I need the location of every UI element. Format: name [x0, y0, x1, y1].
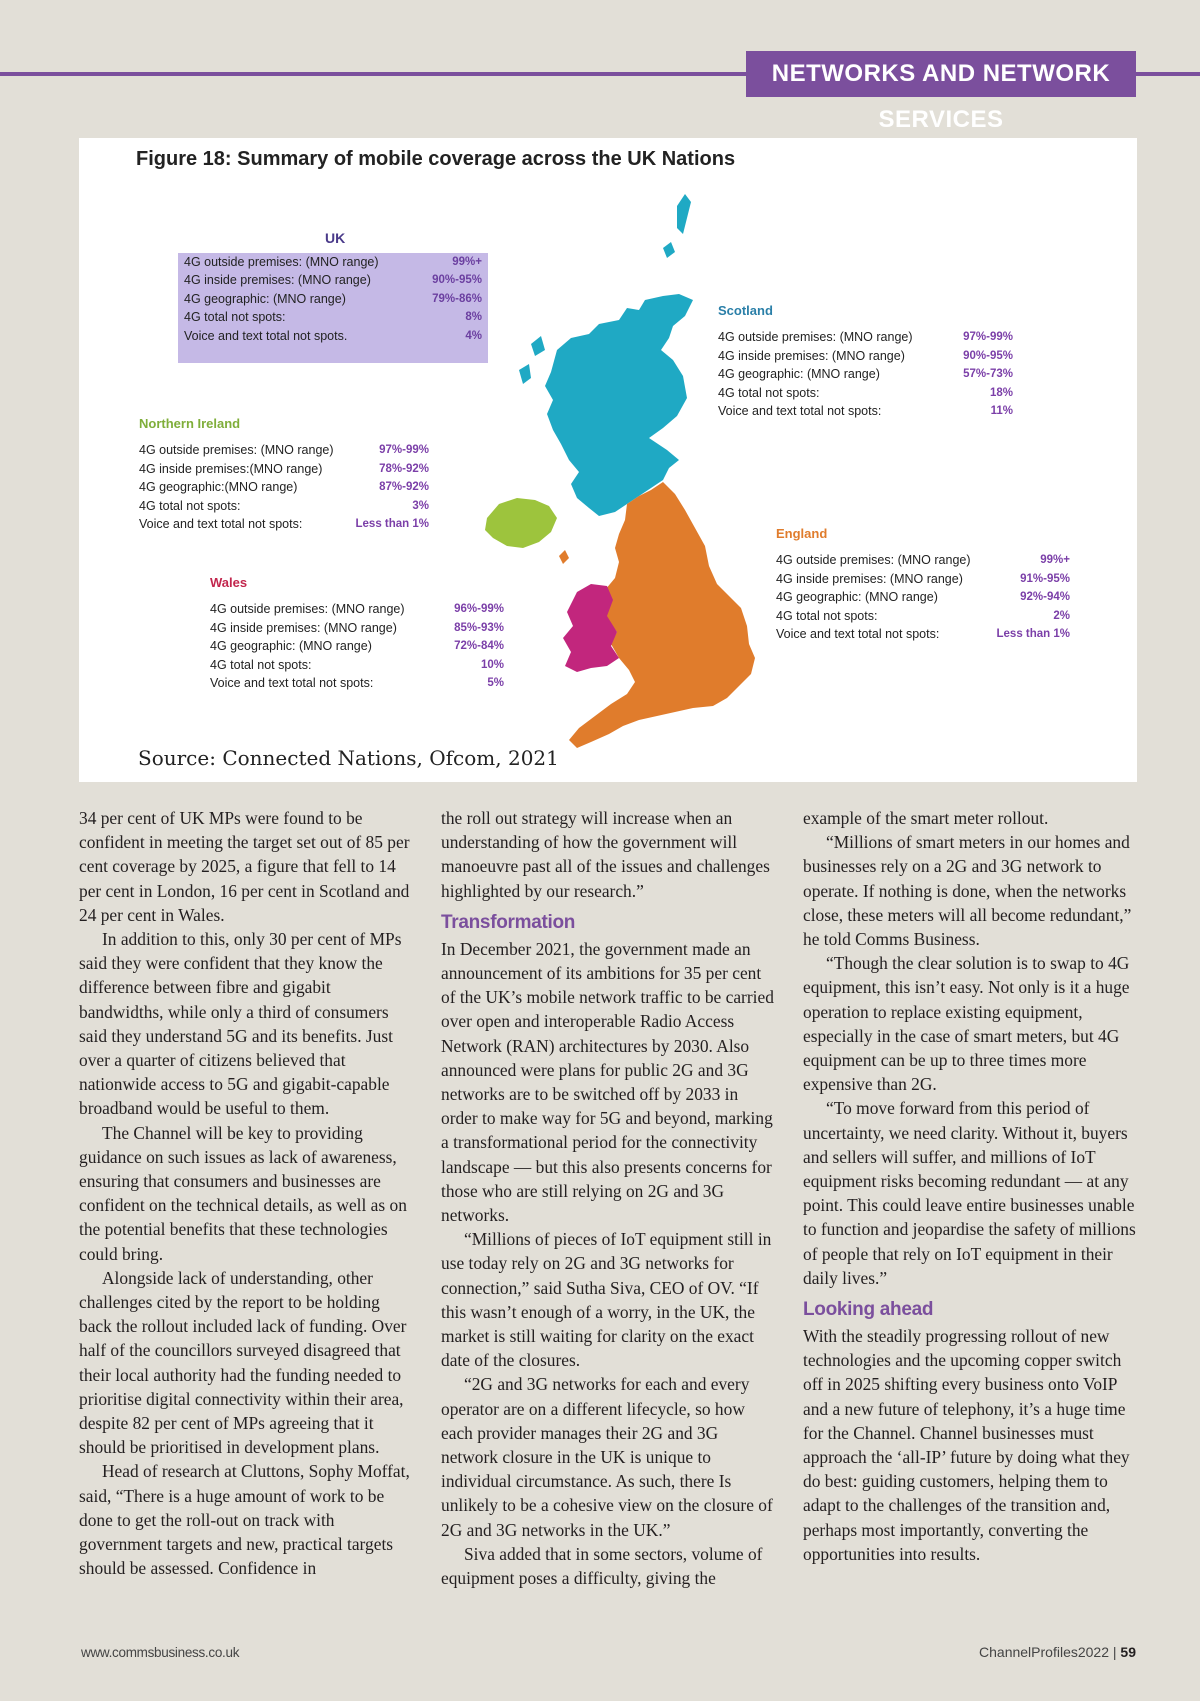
stat-label: Voice and text total not spots.	[184, 328, 348, 343]
article-column-1	[79, 806, 417, 1581]
stat-row	[210, 674, 504, 693]
scotland-stats-box	[718, 303, 1013, 421]
stat-label: 4G total not spots:	[718, 385, 820, 400]
stat-label: 4G outside premises: (MNO range)	[184, 255, 379, 269]
stat-label: 4G geographic: (MNO range)	[718, 367, 880, 382]
stat-row	[718, 384, 1013, 403]
stat-value: 90%-95%	[432, 274, 482, 287]
stat-label: 4G geographic: (MNO range)	[776, 590, 938, 605]
uk-title: UK	[325, 230, 346, 246]
uk-stats-box	[178, 253, 488, 363]
stat-label: 4G total not spots:	[184, 310, 286, 325]
article-column-3	[803, 806, 1141, 1566]
stat-value: 96%-99%	[454, 603, 504, 615]
paragraph: With the steadily progressing rollout of new technologies and the upcoming copper switch off in 2025 shifting every business onto VoIP and a new future of telephony, it’s a huge time for the Channel. Channel businesses must approach the ‘all-IP’ future by doing what they do best: guiding customers, helping them to adapt to the challenges of the transition and, perhaps most importantly, converting the opportunities into results.	[803, 1326, 1130, 1564]
stat-row	[776, 551, 1070, 570]
stat-label: 4G geographic: (MNO range)	[210, 639, 372, 654]
figure-coverage	[79, 138, 1137, 782]
stat-row	[139, 515, 429, 534]
scotland-title: Scotland	[718, 303, 773, 318]
article-column-2	[441, 806, 779, 1590]
stat-value: 91%-95%	[1020, 572, 1070, 585]
stat-label: 4G geographic:(MNO range)	[139, 480, 298, 495]
stat-value: 97%-99%	[963, 331, 1013, 343]
stat-value: 8%	[465, 311, 482, 324]
stat-value: 92%-94%	[1020, 591, 1070, 604]
stat-label: 4G total not spots:	[139, 498, 241, 513]
paragraph: 34 per cent of UK MPs were found to be confident in meeting the target set out of 85 per cent coverage by 2025, a figure that fell to 14 per cent in London, 16 per cent in Scotland and 24 per cent in Wales.	[79, 808, 410, 925]
northern-ireland-title: Northern Ireland	[139, 416, 241, 431]
stat-label: 4G outside premises: (MNO range)	[210, 602, 405, 616]
stat-row	[139, 460, 429, 479]
stat-row	[184, 327, 482, 345]
stat-label: 4G geographic: (MNO range)	[184, 291, 346, 306]
stat-row	[210, 600, 504, 619]
paragraph: the roll out strategy will increase when an understanding of how the government will manoeuvre past all of the issues and challenges highlighted by our research.”	[441, 808, 770, 901]
paragraph: “Millions of smart meters in our homes and businesses rely on a 2G and 3G network to operate. If nothing is done, when the networks close, these meters will all become redundant,” he told Comms Business.	[803, 832, 1132, 950]
paragraph: The Channel will be key to providing guidance on such issues as lack of awareness, ensuring that consumers and businesses are confident on the technical details, as well as on the potential benefits that these technologies could bring.	[79, 1122, 407, 1264]
stat-label: 4G inside premises: (MNO range)	[184, 273, 371, 288]
paragraph: “2G and 3G networks for each and every operator are on a different lifecycle, so how each provider manages their 2G and 3G network closure in the UK is unique to individual circumstance. As such, there Is unlikely to be a cohesive view on the closure of 2G and 3G networks in the UK.”	[441, 1374, 773, 1540]
stat-value: 97%-99%	[379, 444, 429, 456]
stat-value: 5%	[487, 677, 504, 690]
subheading-transformation: Transformation	[441, 911, 576, 933]
stat-value: 99%+	[452, 256, 482, 268]
stat-value: 2%	[1053, 609, 1070, 622]
stat-value: Less than 1%	[355, 518, 429, 531]
stat-row	[139, 497, 429, 516]
stat-label: 4G total not spots:	[776, 608, 878, 623]
stat-value: 4%	[465, 329, 482, 342]
stat-row	[210, 656, 504, 675]
footer-url[interactable]: www.commsbusiness.co.uk	[81, 1645, 240, 1660]
england-stats-box	[776, 526, 1070, 644]
stat-row	[718, 402, 1013, 421]
stat-row	[718, 365, 1013, 384]
paragraph: example of the smart meter rollout.	[803, 808, 1049, 828]
stat-value: 18%	[989, 386, 1013, 399]
stat-row	[776, 625, 1070, 644]
page-number: 59	[1120, 1644, 1136, 1660]
stat-row	[210, 619, 504, 638]
subheading-looking-ahead: Looking ahead	[803, 1299, 934, 1321]
map-isle-of-man	[559, 550, 569, 564]
paragraph: “Though the clear solution is to swap to 4G equipment, this isn’t easy. Not only is it a huge operation to replace existing equipment, especially in the case of smart meters, but 4G equipment can be up to three times more expensive than 2G.	[803, 953, 1130, 1095]
figure-title: Figure 18: Summary of mobile coverage across the UK Nations	[136, 148, 736, 170]
stat-value: 57%-73%	[963, 368, 1013, 381]
stat-row	[184, 290, 482, 308]
england-title: England	[776, 526, 828, 541]
stat-value: 99%+	[1040, 554, 1070, 566]
stat-label: 4G outside premises: (MNO range)	[718, 330, 913, 344]
stat-label: 4G outside premises: (MNO range)	[776, 553, 971, 567]
stat-label: Voice and text total not spots:	[776, 627, 940, 642]
stat-label: 4G inside premises: (MNO range)	[718, 348, 905, 363]
stat-label: 4G total not spots:	[210, 657, 312, 672]
stat-row	[210, 637, 504, 656]
stat-label: 4G outside premises: (MNO range)	[139, 443, 334, 457]
section-header: NETWORKS AND NETWORK SERVICES	[746, 51, 1136, 97]
paragraph: “To move forward from this period of uncertainty, we need clarity. Without it, buyers and sellers will suffer, and millions of IoT equipment risks becoming redundant — at any point. This could leave entire businesses unable to function and jeopardise the safety of millions of people that rely on IoT equipment in their daily lives.”	[803, 1098, 1136, 1288]
stat-row	[718, 328, 1013, 347]
stat-label: 4G inside premises: (MNO range)	[776, 571, 963, 586]
paragraph: Alongside lack of understanding, other challenges cited by the report to be holding back the rollout included lack of funding. Over half of the councillors surveyed disagreed that their local authority had the funding needed to prioritise digital connectivity within their area, despite 82 per cent of MPs agreeing that it should be prioritised in development plans.	[79, 1267, 407, 1458]
paragraph: Head of research at Cluttons, Sophy Moffat, said, “There is a huge amount of work to be done to get the roll-out on track with government targets and new, practical targets should be assessed. Confidence in	[79, 1461, 410, 1579]
paragraph: In addition to this, only 30 per cent of MPs said they were confident that they know the difference between fibre and gigabit bandwidths, while only a third of consumers said they understand 5G and its benefits. Just over a quarter of citizens believed that nationwide access to 5G and gigabit-capable broadband would be useful to them.	[79, 929, 402, 1119]
stat-value: 72%-84%	[454, 640, 504, 653]
stat-value: 85%-93%	[454, 621, 504, 634]
stat-value: 87%-92%	[379, 481, 429, 494]
stat-row	[776, 570, 1070, 589]
map-scotland	[545, 294, 693, 516]
map-northern-ireland	[485, 498, 557, 548]
figure-source: Source: Connected Nations, Ofcom, 2021	[138, 746, 559, 770]
stat-row	[139, 478, 429, 497]
paragraph: Siva added that in some sectors, volume of equipment poses a difficulty, giving the	[441, 1543, 763, 1589]
stat-row	[184, 308, 482, 326]
stat-label: Voice and text total not spots:	[210, 676, 374, 691]
footer-page-info	[979, 1644, 1136, 1660]
paragraph: In December 2021, the government made an announcement of its ambitions for 35 per cent of the UK’s mobile network traffic to be carried over open and interoperable Radio Access Network (RAN) architectures by 2030. Also announced were plans for public 2G and 3G networks are to be switched off by 2033 in order to make way for 5G and beyond, marking a transformational period for the connectivity landscape — but this also presents concerns for those who are still relying on 2G and 3G networks.	[441, 938, 774, 1226]
stat-label: 4G inside premises: (MNO range)	[210, 620, 397, 635]
map-wales	[563, 584, 619, 672]
stat-value: 11%	[990, 405, 1013, 418]
stat-value: Less than 1%	[996, 628, 1070, 641]
stat-row	[184, 253, 482, 271]
wales-stats-box	[210, 575, 504, 693]
stat-row	[184, 271, 482, 289]
northern-ireland-stats-box	[139, 416, 429, 534]
stat-value: 3%	[412, 499, 429, 512]
wales-title: Wales	[210, 575, 248, 590]
stat-value: 90%-95%	[963, 349, 1013, 362]
stat-row	[776, 588, 1070, 607]
footer-publication: ChannelProfiles2022 |	[979, 1644, 1117, 1660]
stat-value: 10%	[480, 658, 504, 671]
stat-label: Voice and text total not spots:	[718, 404, 882, 419]
stat-label: 4G inside premises:(MNO range)	[139, 461, 323, 476]
stat-row	[718, 347, 1013, 366]
stat-value: 78%-92%	[379, 462, 429, 475]
stat-label: Voice and text total not spots:	[139, 517, 303, 532]
paragraph: “Millions of pieces of IoT equipment still in use today rely on 2G and 3G networks for connection,” said Sutha Siva, CEO of OV. “If this wasn’t enough of a worry, in the UK, the market is still waiting for clarity on the exact date of the closures.	[441, 1229, 772, 1371]
stat-value: 79%-86%	[432, 292, 482, 305]
stat-row	[776, 607, 1070, 626]
stat-row	[139, 441, 429, 460]
